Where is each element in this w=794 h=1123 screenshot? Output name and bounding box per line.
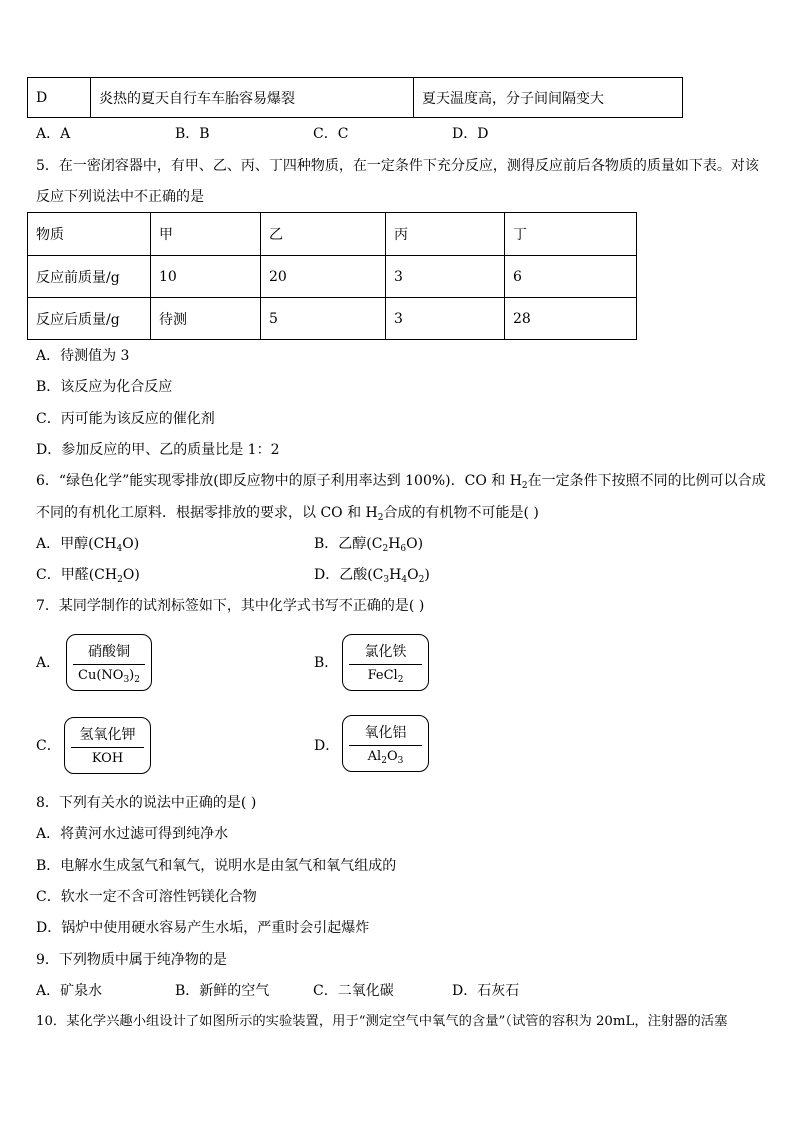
text-run: Cu(NO bbox=[78, 668, 124, 683]
table-header-cell: 物质 bbox=[28, 213, 151, 256]
subscript: 3 bbox=[397, 756, 404, 766]
q4-row-d-phenomenon: 炎热的夏天自行车车胎容易爆裂 bbox=[91, 78, 414, 118]
q8-stem: 8．下列有关水的说法中正确的是( ) bbox=[36, 795, 257, 811]
subscript: 2 bbox=[418, 575, 425, 585]
subscript: 2 bbox=[382, 544, 389, 554]
q4-row-d-explanation: 夏天温度高，分子间间隔变大 bbox=[414, 78, 683, 118]
subscript: 2 bbox=[521, 481, 528, 491]
text-run: H bbox=[389, 567, 402, 583]
q6-option-d bbox=[314, 565, 430, 585]
q4-option-b: B．B bbox=[175, 126, 210, 142]
label-name: 硝酸铜 bbox=[88, 644, 130, 660]
text-run: Al bbox=[367, 749, 382, 764]
label-name: 氢氧化钾 bbox=[79, 727, 136, 743]
q9-option-a: A．矿泉水 bbox=[36, 983, 103, 999]
q7-option-c-letter: C． bbox=[36, 738, 61, 754]
label-formula bbox=[67, 667, 151, 685]
label-name: 氯化铁 bbox=[364, 644, 407, 660]
subscript: 4 bbox=[116, 544, 123, 554]
text-run: 不同的有机化工原料．根据零排放的要求，以 CO 和 H bbox=[36, 505, 378, 521]
table-header-cell: 丁 bbox=[505, 213, 637, 256]
q10-stem: 10．某化学兴趣小组设计了如图所示的实验装置，用于“测定空气中氧气的含量”（试管的容积为 20mL，注射器的活塞 bbox=[36, 1014, 728, 1029]
q5-option-c: C．丙可能为该反应的催化剂 bbox=[36, 411, 215, 427]
table-cell: 3 bbox=[386, 298, 505, 340]
label-divider bbox=[349, 664, 422, 665]
q5-option-d: D．参加反应的甲、乙的质量比是 1：2 bbox=[36, 442, 280, 458]
q4-row-d-letter: D bbox=[28, 78, 91, 118]
label-formula: KOH bbox=[91, 751, 124, 766]
q4-option-a: A．A bbox=[36, 126, 71, 142]
q7-label-d bbox=[342, 715, 429, 772]
text-run: ) bbox=[129, 668, 135, 683]
text-run: H bbox=[388, 536, 401, 552]
q6-stem-line2 bbox=[36, 503, 539, 523]
q7-label-b bbox=[342, 634, 429, 691]
q8-option-c: C．软水一定不含可溶性钙镁化合物 bbox=[36, 889, 257, 905]
q4-option-d: D．D bbox=[452, 126, 489, 142]
q5-option-a: A．待测值为 3 bbox=[36, 348, 130, 364]
q9-option-d: D．石灰石 bbox=[452, 983, 520, 999]
table-cell: 6 bbox=[505, 256, 637, 298]
q7-stem: 7．某同学制作的试剂标签如下，其中化学式书写不正确的是( ) bbox=[36, 598, 425, 614]
subscript: 6 bbox=[400, 544, 407, 554]
text-run: FeCl bbox=[367, 668, 398, 683]
subscript: 2 bbox=[377, 513, 384, 523]
table-header-cell: 丙 bbox=[386, 213, 505, 256]
label-divider bbox=[349, 745, 422, 746]
subscript: 3 bbox=[123, 675, 130, 685]
q9-stem: 9．下列物质中属于纯净物的是 bbox=[36, 952, 227, 968]
table-cell: 待测 bbox=[151, 298, 261, 340]
table-cell: 5 bbox=[261, 298, 386, 340]
subscript: 2 bbox=[134, 675, 140, 685]
q5-option-b: B．该反应为化合反应 bbox=[36, 379, 173, 395]
table-cell: 28 bbox=[505, 298, 637, 340]
text-run: ) bbox=[424, 567, 430, 583]
table-header-row bbox=[28, 213, 637, 256]
q6-option-a bbox=[36, 534, 139, 554]
subscript: 2 bbox=[381, 756, 387, 766]
text-run: O) bbox=[122, 536, 140, 552]
table-header-cell: 乙 bbox=[261, 213, 386, 256]
subscript: 2 bbox=[397, 675, 404, 685]
q5-mass-table bbox=[27, 212, 637, 340]
subscript: 4 bbox=[401, 575, 408, 585]
q7-option-a-letter: A． bbox=[36, 655, 61, 671]
subscript: 2 bbox=[117, 575, 123, 585]
label-divider bbox=[73, 664, 145, 665]
q5-stem-line1: 5．在一密闭容器中，有甲、乙、丙、丁四种物质，在一定条件下充分反应，测得反应前后各物质的质量如下表。对该 bbox=[36, 158, 759, 174]
q5-stem-line2: 反应下列说法中不正确的是 bbox=[36, 189, 204, 205]
text-run: O) bbox=[406, 536, 424, 552]
q4-table-last-row bbox=[27, 77, 683, 118]
q7-label-c bbox=[64, 717, 151, 774]
text-run: C．甲醛(CH bbox=[36, 567, 118, 583]
label-formula bbox=[343, 748, 428, 766]
text-run: 合成的有机物不可能是( ) bbox=[383, 505, 539, 521]
q6-option-c bbox=[36, 565, 140, 585]
text-run: 6．“绿色化学”能实现零排放(即反应物中的原子利用率达到 100%)．CO 和 H bbox=[36, 473, 522, 489]
q7-option-d-letter: D． bbox=[314, 738, 340, 754]
q8-option-a: A．将黄河水过滤可得到纯净水 bbox=[36, 826, 229, 842]
table-row bbox=[28, 256, 637, 298]
text-run: O) bbox=[122, 567, 140, 583]
label-name: 氧化铝 bbox=[364, 725, 407, 741]
text-run: B．乙醇(C bbox=[314, 536, 383, 552]
q6-stem-line1 bbox=[36, 471, 766, 491]
table-cell: 反应后质量/g bbox=[28, 298, 151, 340]
q7-option-b-letter: B． bbox=[314, 655, 339, 671]
q9-option-b: B．新鲜的空气 bbox=[175, 983, 270, 999]
table-row bbox=[28, 298, 637, 340]
text-run: O bbox=[407, 567, 419, 583]
table-header-cell: 甲 bbox=[151, 213, 261, 256]
table-cell: 10 bbox=[151, 256, 261, 298]
q8-option-d: D．锅炉中使用硬水容易产生水垢，严重时会引起爆炸 bbox=[36, 920, 370, 936]
text-run: A．甲醇(CH bbox=[36, 536, 117, 552]
text-run: D．乙酸(C bbox=[314, 567, 384, 583]
label-divider bbox=[71, 747, 144, 748]
q9-option-c: C．二氧化碳 bbox=[313, 983, 394, 999]
q6-option-b bbox=[314, 534, 423, 554]
table-cell: 3 bbox=[386, 256, 505, 298]
label-formula bbox=[343, 667, 428, 685]
text-run: 在一定条件下按照不同的比例可以合成 bbox=[527, 473, 766, 489]
q8-option-b: B．电解水生成氢气和氧气，说明水是由氢气和氧气组成的 bbox=[36, 858, 397, 874]
q4-option-c: C．C bbox=[313, 126, 349, 142]
table-cell: 20 bbox=[261, 256, 386, 298]
q7-label-a bbox=[66, 634, 152, 691]
subscript: 3 bbox=[383, 575, 390, 585]
text-run: O bbox=[386, 749, 398, 764]
table-cell: 反应前质量/g bbox=[28, 256, 151, 298]
